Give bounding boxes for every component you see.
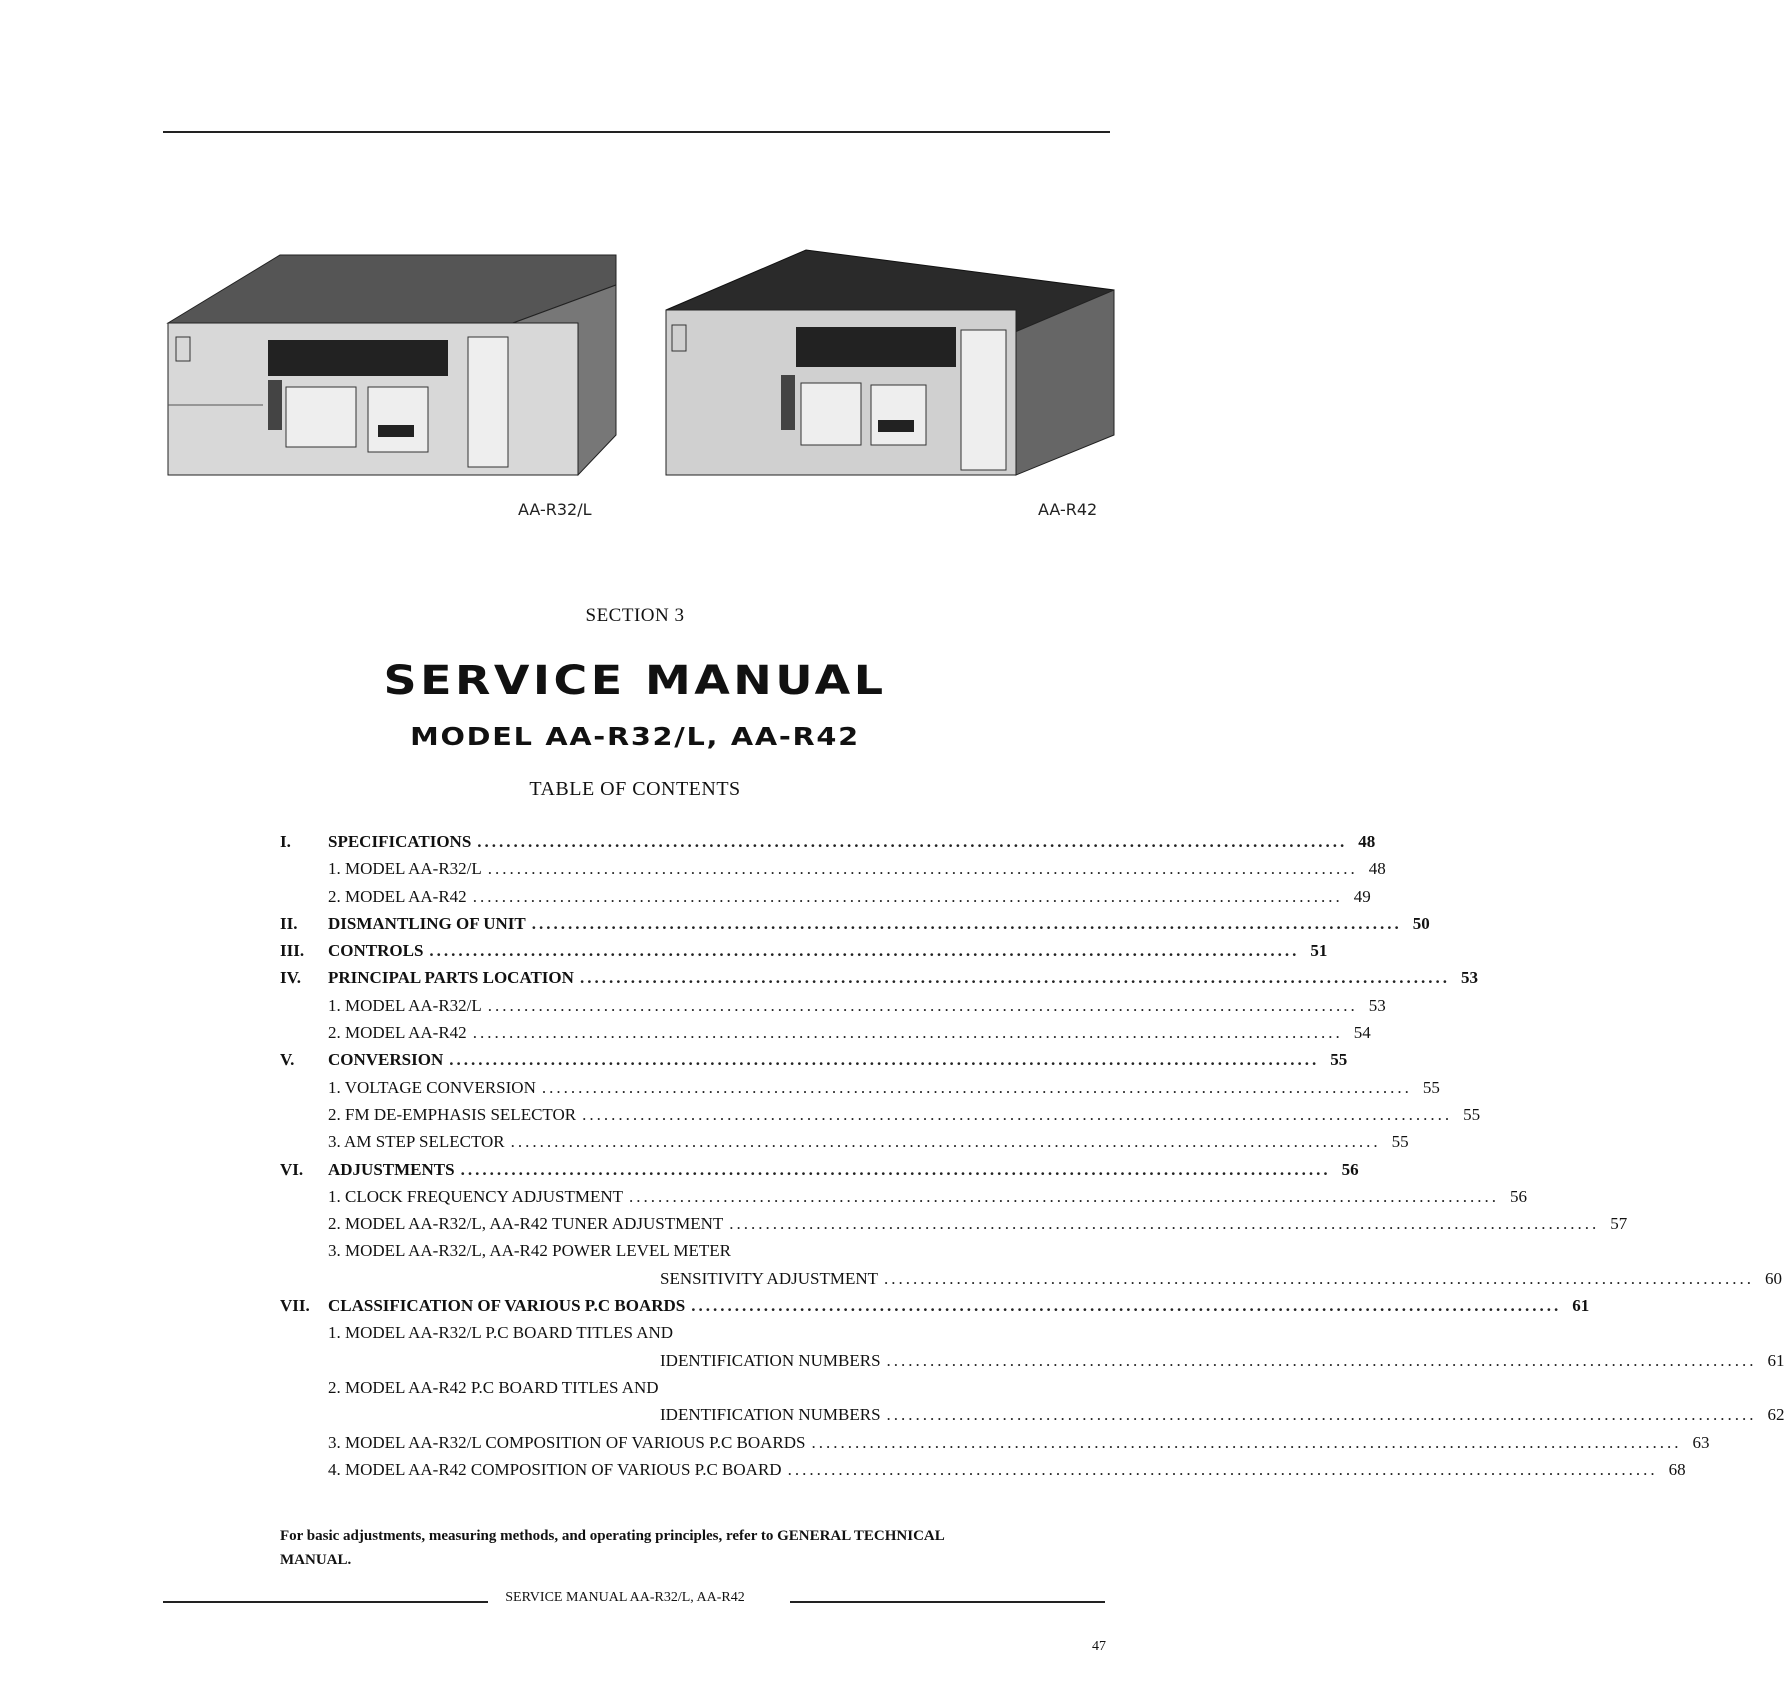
toc-label: 4. MODEL AA-R42 COMPOSITION OF VARIOUS P.C BOARD	[328, 1459, 782, 1479]
toc-page-number: 55	[1391, 1132, 1409, 1152]
toc-label: 2. MODEL AA-R42	[328, 886, 467, 906]
toc-leader-dots: ........................................................................................................................	[884, 1268, 1755, 1288]
toc-page-number: 48	[1358, 832, 1376, 851]
toc-row	[280, 1378, 985, 1405]
toc-page-number: 56	[1341, 1159, 1359, 1179]
toc-label: 2. FM DE-EMPHASIS SELECTOR	[328, 1104, 577, 1124]
toc-row	[280, 886, 1371, 914]
toc-leader-dots: ........................................................................................................................	[460, 1159, 1331, 1179]
toc-label: ADJUSTMENTS	[328, 1159, 455, 1179]
figure-caption-2: AA-R42	[1038, 500, 1098, 519]
receiver-illustration-aa-r32l	[168, 245, 616, 480]
toc-label: 2. MODEL AA-R42 P.C BOARD TITLES AND	[328, 1377, 659, 1397]
toc-row	[280, 1241, 985, 1268]
toc-leader-dots: ........................................................................................................................	[449, 1050, 1320, 1070]
toc-numeral: VII.	[280, 1296, 310, 1316]
toc-numeral: III.	[280, 941, 305, 961]
toc-label: 3. MODEL AA-R32/L, AA-R42 POWER LEVEL METER	[328, 1241, 731, 1261]
toc-leader-dots: ........................................................................................................................	[472, 1023, 1343, 1043]
footer-title: SERVICE MANUAL AA-R32/L, AA-R42	[505, 1590, 745, 1605]
toc-leader-dots: ........................................................................................................................	[811, 1432, 1682, 1452]
toc-label: SPECIFICATIONS	[328, 832, 472, 851]
toc-row	[280, 1159, 1359, 1187]
model-line: MODEL AA-R32/L, AA-R42	[410, 722, 860, 751]
toc-row	[280, 1077, 1440, 1105]
toc-row	[280, 1050, 1348, 1077]
toc-page-number: 51	[1310, 941, 1328, 961]
toc-page-number: 57	[1610, 1214, 1628, 1234]
toc-row	[280, 1023, 1371, 1050]
toc-label: 1. VOLTAGE CONVERSION	[328, 1077, 536, 1097]
toc-numeral: I.	[280, 832, 291, 851]
toc-page-number: 62	[1767, 1405, 1785, 1425]
toc-leader-dots: ........................................................................................................................	[429, 941, 1300, 961]
toc-label: 1. MODEL AA-R32/L P.C BOARD TITLES AND	[328, 1323, 674, 1343]
toc-label: DISMANTLING OF UNIT	[328, 913, 526, 933]
toc-page-number: 68	[1668, 1459, 1686, 1479]
toc-numeral: II.	[280, 913, 298, 933]
toc-leader-dots: ........................................................................................................................	[582, 1104, 1453, 1124]
toc-leader-dots: ........................................................................................................................	[886, 1350, 1757, 1370]
toc-row	[280, 1132, 1409, 1159]
toc-heading: TABLE OF CONTENTS	[529, 778, 741, 800]
toc-label: 3. AM STEP SELECTOR	[328, 1132, 505, 1152]
table-of-contents	[280, 832, 1785, 1487]
toc-leader-dots: ........................................................................................................................	[510, 1132, 1381, 1152]
toc-page-number: 53	[1460, 968, 1478, 988]
page-number: 47	[1092, 1639, 1106, 1654]
page-title: SERVICE MANUAL	[383, 658, 887, 704]
toc-label: PRINCIPAL PARTS LOCATION	[328, 968, 574, 988]
toc-numeral: VI.	[280, 1159, 304, 1179]
toc-page-number: 63	[1692, 1432, 1710, 1452]
receiver-illustration-aa-r42	[666, 245, 1114, 480]
toc-row	[280, 1104, 1481, 1132]
toc-page-number: 55	[1422, 1077, 1440, 1097]
toc-page-number: 55	[1463, 1104, 1481, 1124]
toc-row	[280, 1268, 1783, 1296]
section-label: SECTION 3	[585, 605, 685, 626]
top-rule	[163, 131, 1110, 133]
toc-row	[280, 1350, 1785, 1378]
toc-row	[280, 968, 1478, 995]
toc-page-number: 61	[1767, 1350, 1785, 1370]
toc-row	[280, 859, 1386, 886]
toc-row	[280, 1432, 1710, 1460]
toc-leader-dots: ........................................................................................................................	[487, 859, 1358, 879]
toc-leader-dots: ........................................................................................................................	[886, 1405, 1757, 1425]
toc-label: 1. MODEL AA-R32/L	[328, 995, 482, 1015]
reference-note: For basic adjustments, measuring methods, and operating principles, refer to GENERAL TECHNICAL MANUAL.	[280, 1528, 944, 1568]
toc-label: 2. MODEL AA-R42	[328, 1023, 467, 1043]
toc-row	[280, 1323, 985, 1350]
toc-leader-dots: ........................................................................................................................	[477, 832, 1348, 851]
toc-label: 1. MODEL AA-R32/L	[328, 859, 482, 879]
toc-label: IDENTIFICATION NUMBERS	[660, 1405, 881, 1425]
toc-leader-dots: ........................................................................................................................	[541, 1077, 1412, 1097]
toc-label: 1. CLOCK FREQUENCY ADJUSTMENT	[328, 1186, 624, 1206]
toc-row	[280, 941, 1328, 968]
toc-leader-dots: ........................................................................................................................	[579, 968, 1450, 988]
toc-row	[280, 913, 1430, 941]
toc-label: SENSITIVITY ADJUSTMENT	[660, 1268, 879, 1288]
toc-leader-dots: ........................................................................................................................	[487, 995, 1358, 1015]
figure-caption-1: AA-R32/L	[518, 500, 592, 519]
toc-page-number: 50	[1412, 913, 1430, 933]
toc-label: CONVERSION	[328, 1050, 444, 1070]
toc-numeral: IV.	[280, 968, 301, 988]
toc-label: 3. MODEL AA-R32/L COMPOSITION OF VARIOUS P.C BOARDS	[328, 1432, 806, 1452]
toc-label: 2. MODEL AA-R32/L, AA-R42 TUNER ADJUSTMENT	[328, 1214, 724, 1234]
toc-page-number: 55	[1330, 1050, 1348, 1070]
toc-page-number: 61	[1572, 1296, 1590, 1316]
toc-leader-dots: ........................................................................................................................	[531, 913, 1402, 933]
toc-page-number: 60	[1765, 1268, 1783, 1288]
toc-numeral: V.	[280, 1050, 295, 1070]
toc-row	[280, 1296, 1590, 1323]
toc-page-number: 48	[1368, 859, 1386, 879]
toc-row	[280, 1405, 1785, 1432]
toc-page-number: 49	[1353, 886, 1371, 906]
toc-page-number: 53	[1368, 995, 1386, 1015]
toc-label: IDENTIFICATION NUMBERS	[660, 1350, 881, 1370]
toc-leader-dots: ........................................................................................................................	[472, 886, 1343, 906]
toc-row	[280, 995, 1386, 1023]
toc-leader-dots: ........................................................................................................................	[691, 1296, 1562, 1316]
toc-page-number: 54	[1353, 1023, 1371, 1043]
toc-leader-dots: ........................................................................................................................	[629, 1186, 1500, 1206]
toc-leader-dots: ........................................................................................................................	[787, 1459, 1658, 1479]
toc-leader-dots: ........................................................................................................................	[729, 1214, 1600, 1234]
toc-row	[280, 832, 1376, 859]
toc-row	[280, 1186, 1528, 1214]
toc-row	[280, 1459, 1686, 1487]
toc-label: CONTROLS	[328, 941, 424, 961]
toc-row	[280, 1214, 1628, 1241]
toc-label: CLASSIFICATION OF VARIOUS P.C BOARDS	[328, 1296, 686, 1316]
toc-page-number: 56	[1510, 1186, 1528, 1206]
